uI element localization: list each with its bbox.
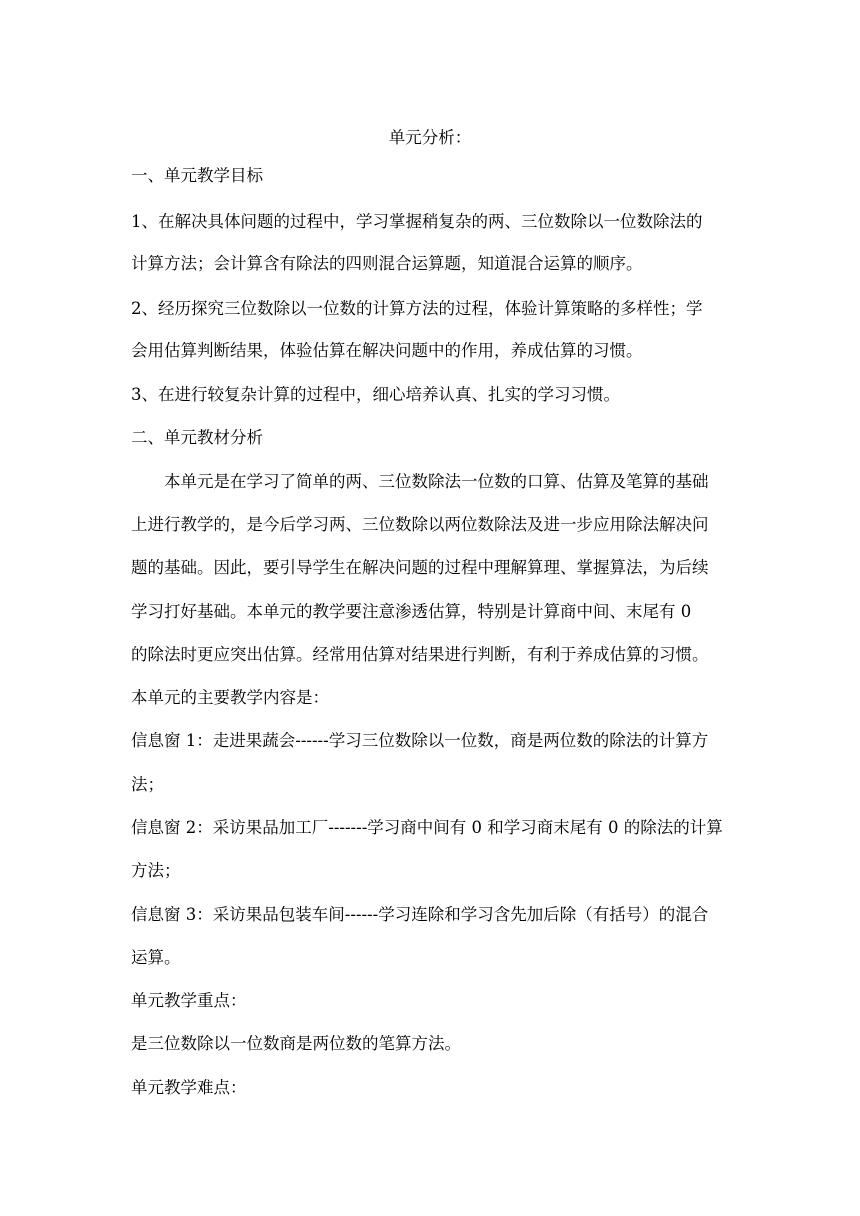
goal-1-line-2: 计算方法；会计算含有除法的四则混合运算题，知道混合运算的顺序。 bbox=[131, 254, 643, 273]
goal-2-line-1: 2、经历探究三位数除以一位数的计算方法的过程，体验计算策略的多样性；学 bbox=[131, 299, 703, 318]
info-window-3-line-2: 运算。 bbox=[131, 948, 181, 967]
info-window-3-line-1: 信息窗 3：采访果品包装车间------学习连除和学习含先加后除（有括号）的混合 bbox=[131, 905, 709, 924]
goal-2-line-2: 会用估算判断结果，体验估算在解决问题中的作用，养成估算的习惯。 bbox=[131, 341, 643, 360]
section-heading-goals: 一、单元教学目标 bbox=[131, 166, 263, 185]
analysis-paragraph-line-4: 学习打好基础。本单元的教学要注意渗透估算，特别是计算商中间、末尾有 0 bbox=[131, 602, 692, 621]
info-window-1-line-2: 法； bbox=[131, 775, 164, 794]
info-window-1-line-1: 信息窗 1：走进果蔬会------学习三位数除以一位数，商是两位数的除法的计算方 bbox=[131, 731, 709, 750]
key-points-text: 是三位数除以一位数商是两位数的笔算方法。 bbox=[131, 1034, 461, 1053]
document-title: 单元分析： bbox=[388, 128, 472, 147]
analysis-paragraph-line-3: 题的基础。因此，要引导学生在解决问题的过程中理解算理、掌握算法，为后续 bbox=[131, 558, 709, 577]
analysis-paragraph-line-2: 上进行教学的，是今后学习两、三位数除以两位数除法及进一步应用除法解决问 bbox=[131, 515, 709, 534]
analysis-paragraph-line-1: 本单元是在学习了简单的两、三位数除法一位数的口算、估算及笔算的基础 bbox=[164, 472, 709, 491]
analysis-paragraph-line-5: 的除法时更应突出估算。经常用估算对结果进行判断，有利于养成估算的习惯。 bbox=[131, 645, 709, 664]
goal-1-line-1: 1、在解决具体问题的过程中，学习掌握稍复杂的两、三位数除以一位数除法的 bbox=[131, 212, 703, 231]
difficult-points-heading: 单元教学难点： bbox=[131, 1078, 247, 1097]
info-window-2-line-1: 信息窗 2：采访果品加工厂-------学习商中间有 0 和学习商末尾有 0 的除法的计算 bbox=[131, 818, 723, 837]
content-intro: 本单元的主要教学内容是： bbox=[131, 688, 329, 707]
info-window-2-line-2: 方法； bbox=[131, 861, 181, 880]
key-points-heading: 单元教学重点： bbox=[131, 991, 247, 1010]
section-heading-analysis: 二、单元教材分析 bbox=[131, 428, 263, 447]
goal-3-line-1: 3、在进行较复杂计算的过程中，细心培养认真、扎实的学习习惯。 bbox=[131, 385, 620, 404]
